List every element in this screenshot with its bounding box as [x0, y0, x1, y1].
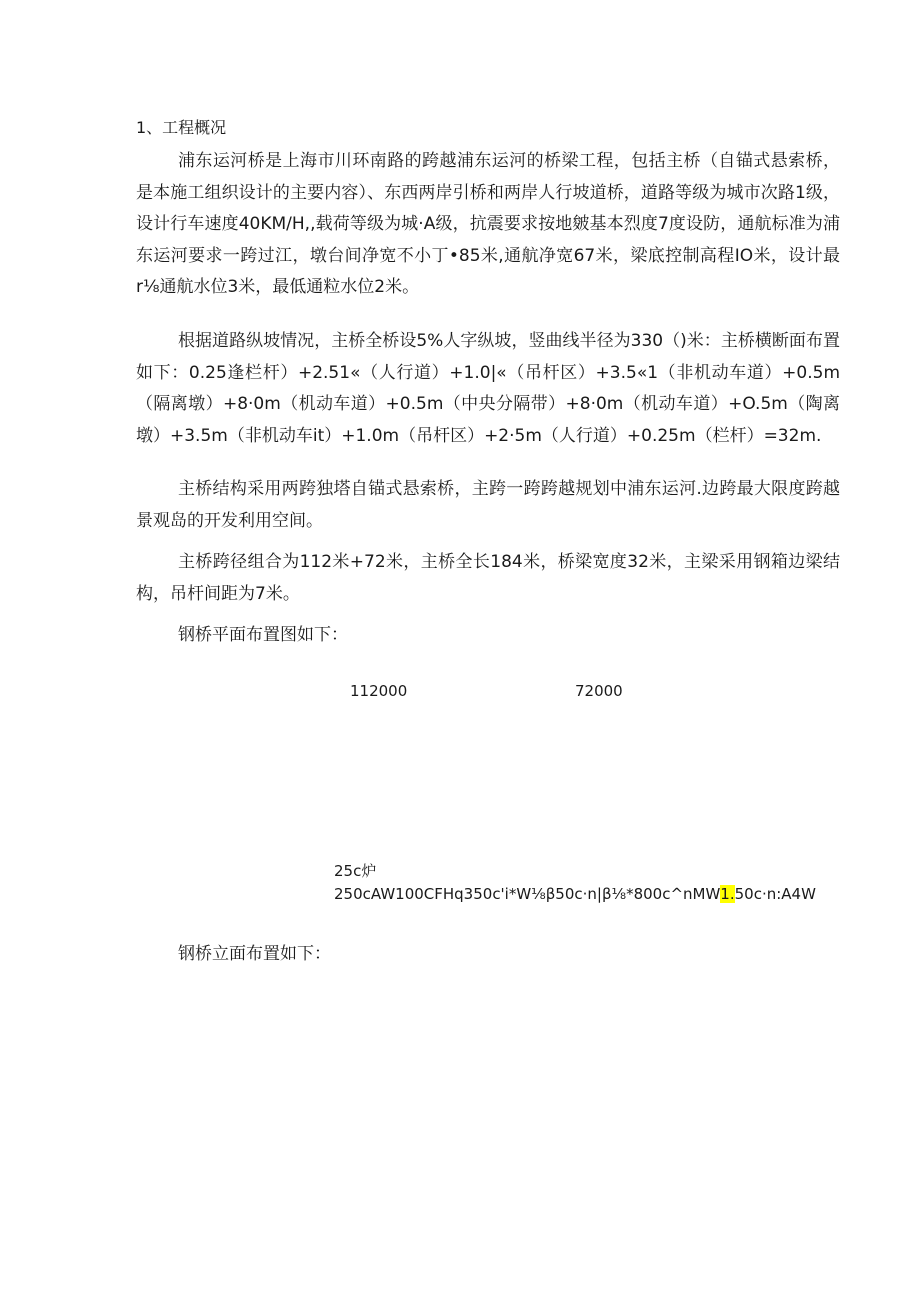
plan-dimension-main-span: 112000 [350, 682, 408, 700]
paragraph-plan-layout-intro: 钢桥平面布置图如下： [178, 625, 348, 645]
section-heading: 1、工程概况 [136, 118, 227, 137]
cross-section-label-top: 25c炉 [334, 862, 377, 880]
plan-dimension-side-span: 72000 [575, 682, 623, 700]
cross-section-dimension-line [334, 884, 816, 904]
paragraph-main-bridge-structure: 主桥结构采用两跨独塔自锚式悬索桥，主跨一跨跨越规划中浦东运河.边跨最大限度跨越景观岛的开发利用空间。 [136, 479, 840, 531]
cross-section-text-before: 250cAW100CFHq350c'i*W⅛β50c·n|β⅛*800c^nMW [334, 885, 721, 903]
paragraph-cross-section-layout: 根据道路纵坡情况，主桥全桥设5%人字纵坡，竖曲线半径为330（)米：主桥横断面布置如下：0.25逢栏杆）+2.51«（人行道）+1.0|«（吊杆区）+3.5«1（非机动车道）+0.5m（隔离墩）+8·0m（机动车道）+0.5m（中央分隔带）+8·0m（机动车道）+O.5m（陶离墩）+3.5m（非机动车it）+1.0m（吊杆区）+2·5m（人行道）+0.25m（栏杆）=32m. [136, 331, 840, 446]
cross-section-text-after: 50c·n:A4W [734, 885, 816, 903]
paragraph-span-composition: 主桥跨径组合为112米+72米，主桥全长184米，桥梁宽度32米，主梁采用钢箱边梁结构，吊杆间距为7米。 [136, 552, 840, 604]
paragraph-project-overview: 浦东运河桥是上海市川环南路的跨越浦东运河的桥梁工程，包括主桥（自锚式悬索桥，是本施工组织设计的主要内容）、东西两岸引桥和两岸人行坡道桥，道路等级为城市次路1级，设计行车速度40KM/H,,载荷等级为城·A级，抗震要求按地皴基本烈度7度设防，通航标准为浦东运河要求一跨过江，墩台间净宽不小丁•85米,通航净宽67米，梁底控制高程IO米，设计最r⅛通航水位3米，最低通粒水位2米。 [136, 151, 840, 297]
cross-section-highlighted-text: 1. [720, 885, 735, 903]
paragraph-elevation-layout-intro: 钢桥立面布置如下： [178, 944, 331, 964]
